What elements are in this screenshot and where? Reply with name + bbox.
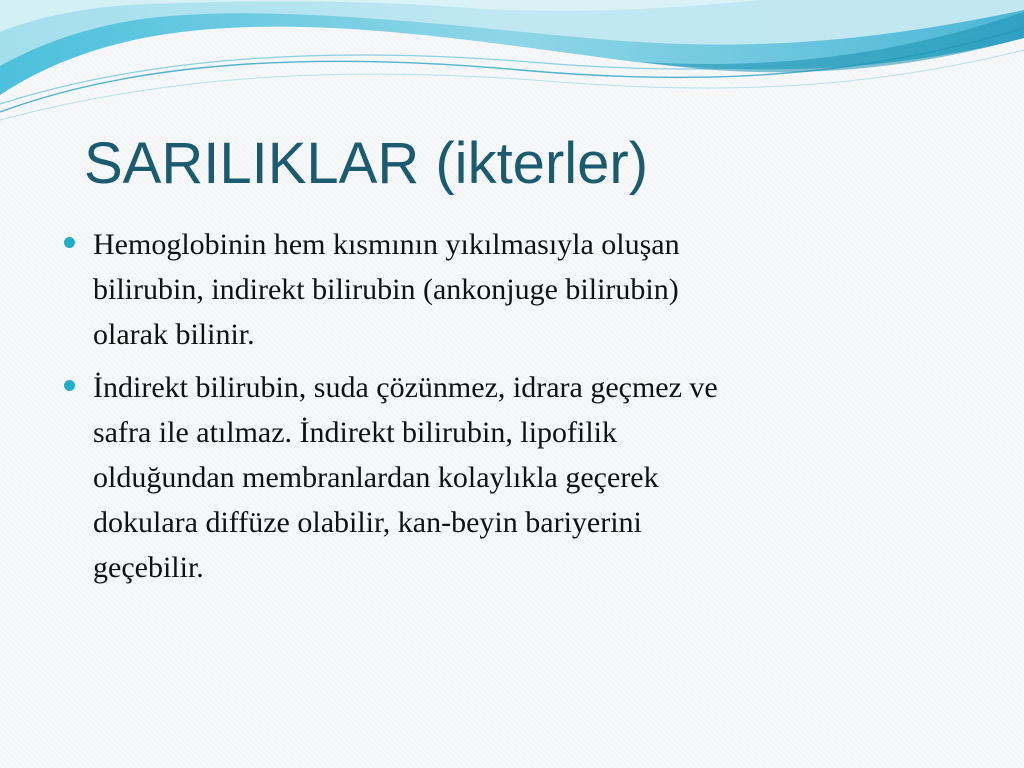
slide-title: SARILIKLAR (ikterler) (84, 131, 649, 196)
bullet-marker-icon (64, 237, 75, 248)
bullet-text: Hemoglobinin hem kısmının yıkılmasıyla oluşan bilirubin, indirekt bilirubin (ankonjuge bilirubin) olarak bilinir. (93, 228, 680, 351)
bullet-item (62, 365, 942, 590)
bullet-item (62, 222, 942, 357)
header-wave-decoration (0, 0, 1024, 130)
bullet-list (62, 222, 942, 598)
bullet-marker-icon (64, 380, 75, 391)
bullet-text: İndirekt bilirubin, suda çözünmez, idrara geçmez ve safra ile atılmaz. İndirekt bilirubin, lipofilik olduğundan membranlardan kolaylıkla geçerek dokulara diffüze olabilir, kan-beyin bariyerini geçebilir. (93, 371, 718, 584)
